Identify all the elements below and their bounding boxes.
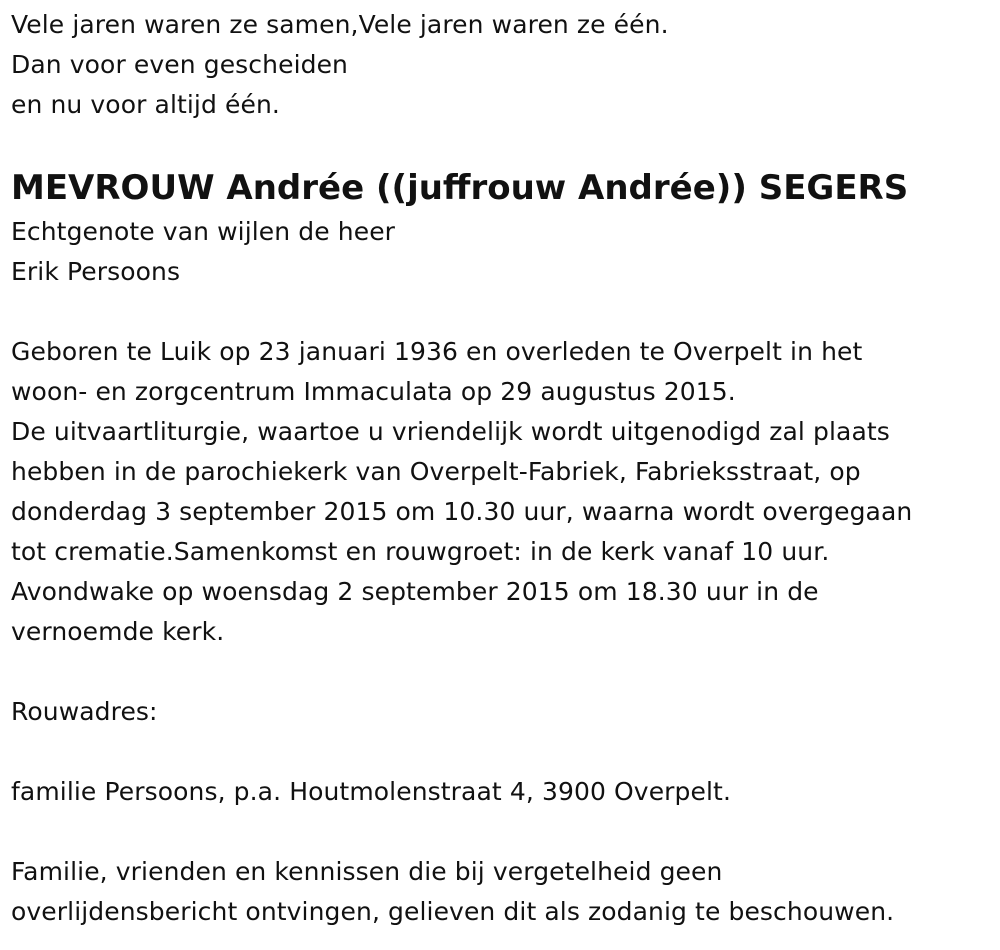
details-line: tot crematie.Samenkomst en rouwgroet: in de kerk vanaf 10 uur. xyxy=(11,537,830,566)
details-line: woon- en zorgcentrum Immaculata op 29 augustus 2015. xyxy=(11,377,736,406)
closing-line: Familie, vrienden en kennissen die bij vergetelheid geen xyxy=(11,857,723,886)
deceased-name: MEVROUW Andrée ((juffrouw Andrée)) SEGERS xyxy=(11,168,909,208)
details-line: De uitvaartliturgie, waartoe u vriendelijk wordt uitgenodigd zal plaats xyxy=(11,417,890,446)
poem-line: Vele jaren waren ze samen,Vele jaren waren ze één. xyxy=(11,10,669,39)
details-line: Geboren te Luik op 23 januari 1936 en overleden te Overpelt in het xyxy=(11,337,863,366)
details-line: vernoemde kerk. xyxy=(11,617,225,646)
address-label: Rouwadres: xyxy=(11,697,158,726)
poem-block xyxy=(11,5,991,125)
spacer xyxy=(11,732,991,772)
spouse-line: Erik Persoons xyxy=(11,257,181,286)
closing-block xyxy=(11,852,991,932)
spacer xyxy=(11,292,991,332)
spacer xyxy=(11,812,991,852)
details-line: hebben in de parochiekerk van Overpelt-Fabriek, Fabrieksstraat, op xyxy=(11,457,861,486)
death-notice xyxy=(11,5,991,932)
poem-line: en nu voor altijd één. xyxy=(11,90,280,119)
spouse-block xyxy=(11,212,991,292)
spacer xyxy=(11,652,991,692)
spouse-line: Echtgenote van wijlen de heer xyxy=(11,217,396,246)
poem-line: Dan voor even gescheiden xyxy=(11,50,349,79)
details-line: donderdag 3 september 2015 om 10.30 uur, waarna wordt overgegaan xyxy=(11,497,913,526)
details-block xyxy=(11,332,991,652)
closing-line: overlijdensbericht ontvingen, gelieven dit als zodanig te beschouwen. xyxy=(11,897,895,926)
address-line: familie Persoons, p.a. Houtmolenstraat 4, 3900 Overpelt. xyxy=(11,777,731,806)
details-line: Avondwake op woensdag 2 september 2015 om 18.30 uur in de xyxy=(11,577,819,606)
